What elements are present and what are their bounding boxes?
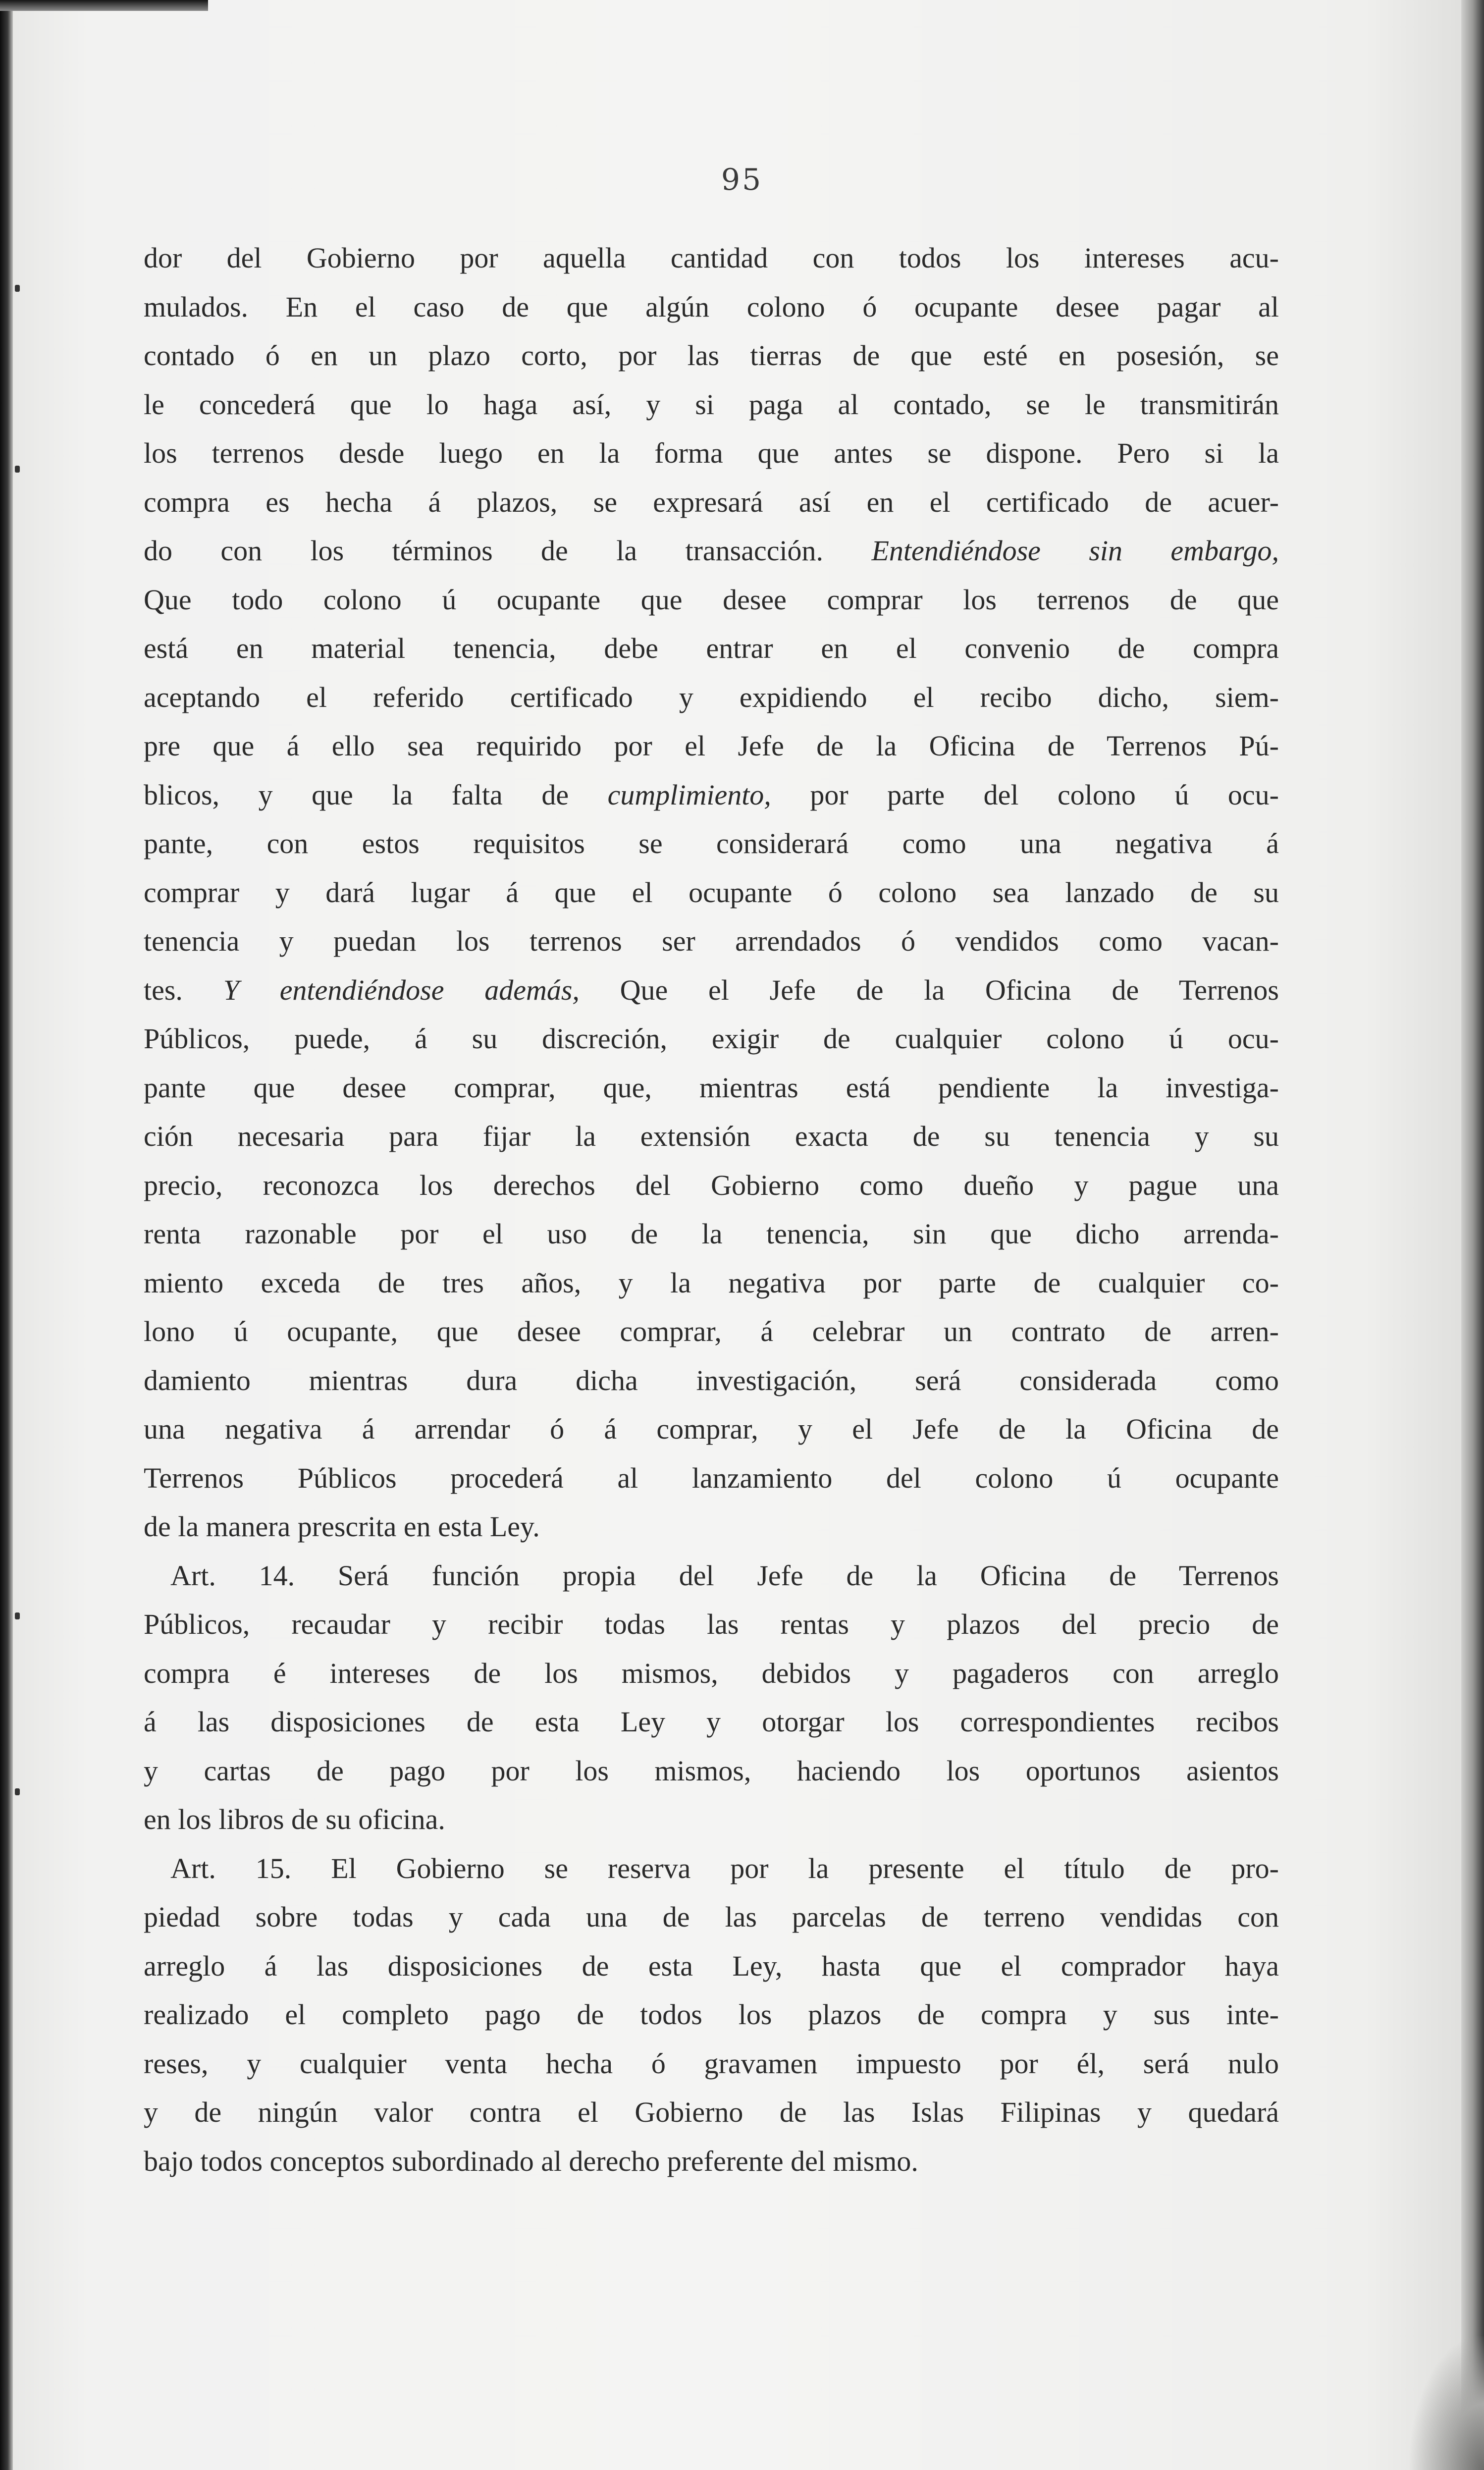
text-line: damiento mientras dura dicha investigación, será considerada como	[144, 1364, 1279, 1396]
text-line: compra es hecha á plazos, se expresará así en el certificado de acuer-	[144, 485, 1279, 518]
text-line	[144, 966, 1279, 1015]
italic-segment: cumplimiento,	[607, 778, 771, 811]
text-line: pante, con estos requisitos se considerará como una negativa á	[144, 827, 1279, 859]
text-segment: por parte del colono ú ocu-	[771, 778, 1279, 811]
text-line: miento exceda de tres años, y la negativa por parte de cualquier co-	[144, 1266, 1279, 1299]
paragraph	[144, 1844, 1279, 2186]
text-line: Que todo colono ú ocupante que desee comprar los terrenos de que	[144, 583, 1279, 616]
text-line: renta razonable por el uso de la tenencia, sin que dicho arrenda-	[144, 1218, 1279, 1250]
text-line	[144, 527, 1279, 576]
text-line: Públicos, puede, á su discreción, exigir de cualquier colono ú ocu-	[144, 1022, 1279, 1055]
text-line: Públicos, recaudar y recibir todas las rentas y plazos del precio de	[144, 1608, 1279, 1640]
text-segment: blicos, y que la falta de	[144, 778, 608, 811]
text-line: Art. 14. Será función propia del Jefe de la Oficina de Terrenos	[170, 1559, 1279, 1592]
text-line: pante que desee comprar, que, mientras está pendiente la investiga-	[144, 1071, 1279, 1104]
text-line	[144, 771, 1279, 820]
text-line: de la manera prescrita en esta Ley.	[144, 1510, 540, 1543]
margin-speck	[15, 1788, 20, 1795]
margin-speck	[15, 466, 20, 473]
text-line: Terrenos Públicos procederá al lanzamiento del colono ú ocupante	[144, 1461, 1279, 1494]
text-line: tenencia y puedan los terrenos ser arrendados ó vendidos como vacan-	[144, 925, 1279, 957]
text-segment: do con los términos de la transacción.	[144, 535, 872, 567]
text-segment: tes.	[144, 973, 223, 1006]
text-line: á las disposiciones de esta Ley y otorgar los correspondientes recibos	[144, 1706, 1279, 1738]
corner-shadow	[1410, 2336, 1484, 2470]
text-line: los terrenos desde luego en la forma que antes se dispone. Pero si la	[144, 437, 1279, 469]
text-line: compra é intereses de los mismos, debidos y pagaderos con arreglo	[144, 1657, 1279, 1689]
text-line: contado ó en un plazo corto, por las tierras de que esté en posesión, se	[144, 339, 1279, 372]
page-edge-right	[1461, 0, 1484, 2470]
text-line: dor del Gobierno por aquella cantidad con todos los intereses acu-	[144, 242, 1279, 274]
text-line: mulados. En el caso de que algún colono ó ocupante desee pagar al	[144, 290, 1279, 323]
text-line: comprar y dará lugar á que el ocupante ó colono sea lanzado de su	[144, 876, 1279, 909]
text-line: y de ningún valor contra el Gobierno de las Islas Filipinas y quedará	[144, 2096, 1279, 2128]
text-segment: Que el Jefe de la Oficina de Terrenos	[579, 973, 1279, 1006]
text-line: lono ú ocupante, que desee comprar, á celebrar un contrato de arren-	[144, 1315, 1279, 1347]
text-line: precio, reconozca los derechos del Gobierno como dueño y pague una	[144, 1169, 1279, 1201]
text-line: y cartas de pago por los mismos, haciendo los oportunos asientos	[144, 1754, 1279, 1787]
binding-edge-left	[0, 0, 13, 2470]
text-line: aceptando el referido certificado y expidiendo el recibo dicho, siem-	[144, 681, 1279, 713]
binding-edge-top	[0, 0, 208, 11]
text-line: está en material tenencia, debe entrar en el convenio de compra	[144, 632, 1279, 664]
text-line: reses, y cualquier venta hecha ó gravamen impuesto por él, será nulo	[144, 2047, 1279, 2080]
paragraph	[144, 234, 1279, 1552]
body-text	[144, 234, 1279, 2186]
text-line: piedad sobre todas y cada una de las parcelas de terreno vendidas con	[144, 1901, 1279, 1933]
text-line: una negativa á arrendar ó á comprar, y el Jefe de la Oficina de	[144, 1413, 1279, 1445]
text-line: realizado el completo pago de todos los plazos de compra y sus inte-	[144, 1998, 1279, 2031]
text-line: Art. 15. El Gobierno se reserva por la presente el título de pro-	[170, 1852, 1279, 1884]
text-line: bajo todos conceptos subordinado al derecho preferente del mismo.	[144, 2145, 918, 2177]
margin-speck	[15, 1612, 20, 1619]
text-line: en los libros de su oficina.	[144, 1803, 445, 1835]
paragraph	[144, 1552, 1279, 1844]
page-number: 95	[721, 162, 763, 197]
margin-speck	[15, 285, 20, 292]
text-line: pre que á ello sea requirido por el Jefe de la Oficina de Terrenos Pú-	[144, 730, 1279, 762]
italic-segment: Entendiéndose sin embargo,	[871, 535, 1279, 567]
text-line: le concederá que lo haga así, y si paga al contado, se le transmitirán	[144, 388, 1279, 421]
text-line: arreglo á las disposiciones de esta Ley, hasta que el comprador haya	[144, 1949, 1279, 1982]
italic-segment: Y entendiéndose además,	[223, 973, 580, 1006]
text-line: ción necesaria para fijar la extensión exacta de su tenencia y su	[144, 1120, 1279, 1152]
